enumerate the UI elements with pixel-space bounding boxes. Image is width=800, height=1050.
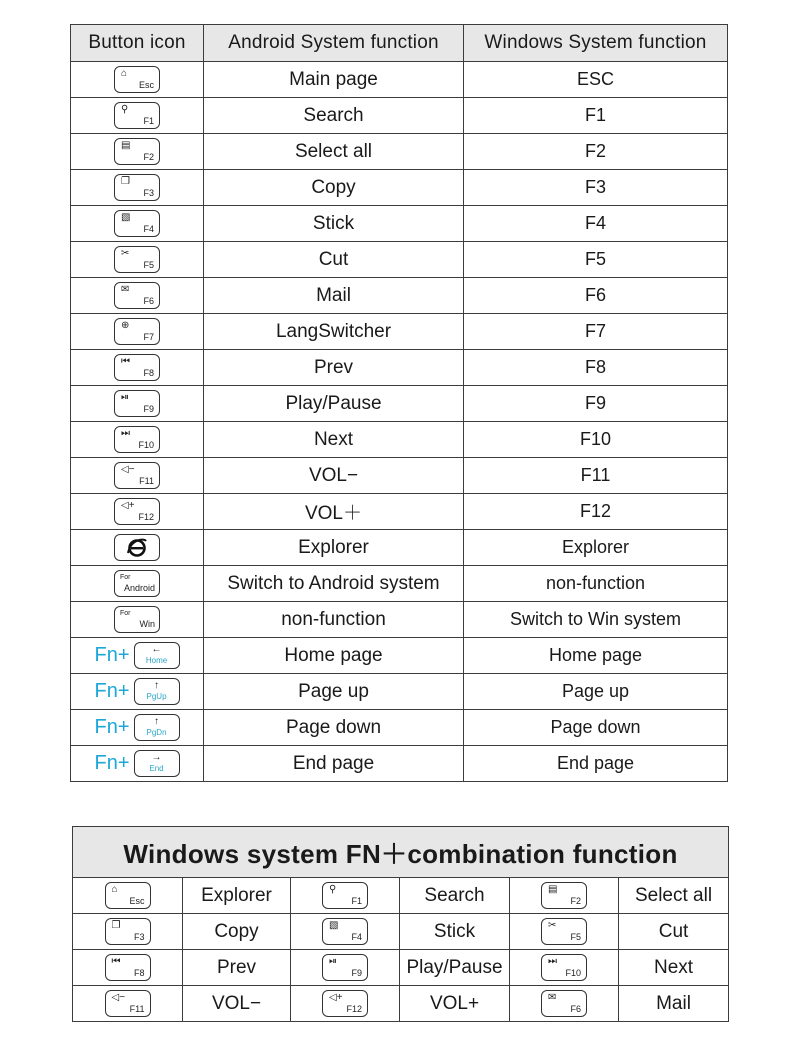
windows-function-cell: non-function [464,566,728,602]
fn-prefix: Fn+ [94,644,130,666]
button-icon-cell [71,386,204,422]
button-icon-cell [71,278,204,314]
key-label: Esc [129,896,145,906]
windows-function-cell: F3 [464,170,728,206]
key-f10 [541,954,587,981]
table-row [71,134,728,170]
button-icon-cell [291,950,400,986]
button-icon-cell [510,914,619,950]
header-windows-function: Windows System function [464,25,728,62]
table-row [71,422,728,458]
home-icon: ⌂ [111,884,118,895]
key-label: F1 [351,896,362,906]
key-f12 [114,498,160,525]
key-label: F4 [143,224,154,234]
android-function-cell: Page up [204,674,464,710]
button-icon-cell [71,422,204,458]
volume-down-icon: ◁− [121,464,135,475]
table-row [71,566,728,602]
key-label: F7 [143,332,154,342]
title-row [73,827,729,878]
table-title: Windows system FN＋combination function [73,827,729,878]
volume-up-icon: ◁+ [329,992,343,1003]
key-f4 [322,918,368,945]
key-label: End [149,764,164,773]
windows-function-cell: ESC [464,62,728,98]
key-f7 [114,318,160,345]
android-function-cell: Search [204,98,464,134]
windows-function-cell: Explorer [464,530,728,566]
android-function-cell: Stick [204,206,464,242]
function-cell: VOL− [183,986,291,1022]
select-all-icon: ▤ [548,884,558,895]
key-f10 [114,426,160,453]
header-row [71,25,728,62]
key-label: F11 [129,1004,145,1014]
key-label: F8 [133,968,145,978]
key-for-label: For [120,610,131,617]
next-track-icon: ⏭ [548,956,557,967]
key-f3 [105,918,151,945]
button-icon-cell [71,638,204,674]
android-function-cell: non-function [204,602,464,638]
button-icon-cell [291,878,400,914]
key-label: F8 [143,368,154,378]
key-f6 [541,990,587,1017]
volume-up-icon: ◁+ [121,500,135,511]
button-icon-cell [291,986,400,1022]
fn-combination [94,642,179,669]
key-label: PgDn [146,728,167,737]
key-label: F10 [565,968,581,978]
function-cell: Explorer [183,878,291,914]
function-cell: Cut [619,914,729,950]
table-row [71,386,728,422]
button-icon-cell [71,134,204,170]
windows-function-cell: F12 [464,494,728,530]
function-cell: Mail [619,986,729,1022]
table-row [71,242,728,278]
paste-icon: ▧ [329,920,339,931]
button-icon-cell [71,98,204,134]
play-pause-icon: ⏯ [329,956,337,967]
button-icon-cell [510,950,619,986]
fn-combination [94,678,179,705]
table-row [73,986,729,1022]
key-label: F3 [133,932,145,942]
android-function-cell: Explorer [204,530,464,566]
key-pgdn [134,714,180,741]
function-cell: Copy [183,914,291,950]
table-row [71,602,728,638]
windows-function-cell: F5 [464,242,728,278]
key-label: Esc [138,80,154,90]
android-function-cell: VOL− [204,458,464,494]
windows-function-cell: F4 [464,206,728,242]
key-f11 [114,462,160,489]
table-row [71,62,728,98]
button-icon-cell [71,458,204,494]
table-row [71,278,728,314]
android-function-cell: Switch to Android system [204,566,464,602]
table-row [71,710,728,746]
search-icon: ⚲ [121,104,129,115]
android-function-cell: Main page [204,62,464,98]
table-row [71,638,728,674]
key-label: F1 [143,116,154,126]
globe-icon: ⊕ [121,320,130,331]
function-cell: Stick [400,914,510,950]
key-home [134,642,180,669]
table-row [71,674,728,710]
function-cell: VOL+ [400,986,510,1022]
windows-function-cell: Page up [464,674,728,710]
function-cell: Search [400,878,510,914]
button-icon-cell [73,878,183,914]
button-icon-cell [291,914,400,950]
table-row [71,98,728,134]
function-cell: Play/Pause [400,950,510,986]
button-icon-cell [71,566,204,602]
key-explorer [114,534,160,561]
key-label: F2 [570,896,581,906]
button-icon-cell [71,602,204,638]
fn-combination [94,714,179,741]
fn-prefix: Fn+ [94,680,130,702]
table-row [71,170,728,206]
key-f3 [114,174,160,201]
key-label: F9 [143,404,154,414]
button-icon-cell [71,674,204,710]
copy-icon: ❐ [121,176,130,187]
arrow-right-icon: → [151,752,162,763]
mail-icon: ✉ [121,284,130,295]
key-f1 [322,882,368,909]
key-f2 [114,138,160,165]
android-function-cell: Home page [204,638,464,674]
button-icon-cell [71,530,204,566]
search-icon: ⚲ [329,884,337,895]
scissors-icon: ✂ [548,920,557,931]
key-label: F10 [138,440,154,450]
android-windows-key-function-table [70,24,728,782]
header-android-function: Android System function [204,25,464,62]
android-function-cell: Select all [204,134,464,170]
key-label: F5 [143,260,154,270]
windows-function-cell: F10 [464,422,728,458]
android-function-cell: End page [204,746,464,782]
windows-function-cell: Switch to Win system [464,602,728,638]
button-icon-cell [510,986,619,1022]
key-for-android-row [114,570,160,597]
table-row [71,494,728,530]
key-for-label: For [120,574,131,581]
header-button-icon: Button icon [71,25,204,62]
windows-function-cell: F2 [464,134,728,170]
previous-track-icon: ⏮ [121,356,130,367]
copy-icon: ❐ [111,920,121,931]
key-label: F3 [143,188,154,198]
scissors-icon: ✂ [121,248,130,259]
key-label: F5 [570,932,581,942]
android-function-cell: Prev [204,350,464,386]
button-icon-cell [510,878,619,914]
key-f9 [322,954,368,981]
key-esc [105,882,151,909]
key-f11 [105,990,151,1017]
key-f9 [114,390,160,417]
windows-function-cell: Home page [464,638,728,674]
table-row [73,950,729,986]
previous-track-icon: ⏮ [111,956,121,967]
windows-function-cell: F8 [464,350,728,386]
windows-function-cell: F9 [464,386,728,422]
android-function-cell: Cut [204,242,464,278]
home-icon: ⌂ [121,68,128,79]
table-row [71,206,728,242]
mail-icon: ✉ [548,992,557,1003]
button-icon-cell [71,170,204,206]
button-icon-cell [71,206,204,242]
fn-prefix: Fn+ [94,752,130,774]
key-end [134,750,180,777]
key-f6 [114,282,160,309]
key-esc [114,66,160,93]
paste-icon: ▧ [121,212,131,223]
key-label: F6 [143,296,154,306]
key-label: Home [145,656,168,665]
windows-function-cell: End page [464,746,728,782]
key-f12 [322,990,368,1017]
play-pause-icon: ⏯ [121,392,129,403]
windows-function-cell: F6 [464,278,728,314]
key-label: PgUp [146,692,167,701]
key-f5 [541,918,587,945]
select-all-icon: ▤ [121,140,131,151]
windows-function-cell: Page down [464,710,728,746]
function-cell: Next [619,950,729,986]
function-cell: Prev [183,950,291,986]
table-row [71,746,728,782]
button-icon-cell [71,746,204,782]
button-icon-cell [71,314,204,350]
arrow-up-icon: ↑ [154,680,160,691]
key-f5 [114,246,160,273]
key-label: F9 [351,968,362,978]
windows-function-cell: F11 [464,458,728,494]
volume-down-icon: ◁− [111,992,126,1003]
internet-explorer-icon [126,537,148,559]
arrow-left-icon: ← [151,644,162,655]
button-icon-cell [73,986,183,1022]
table-row [71,350,728,386]
android-function-cell: Page down [204,710,464,746]
key-f8 [114,354,160,381]
table-row [71,314,728,350]
key-f4 [114,210,160,237]
button-icon-cell [73,950,183,986]
fn-combination [94,750,179,777]
arrow-up-icon: ↑ [154,716,160,727]
button-icon-cell [71,710,204,746]
key-label: F12 [138,512,154,522]
button-icon-cell [71,494,204,530]
android-function-cell: Copy [204,170,464,206]
key-label: F6 [570,1004,581,1014]
key-system-label: Win [139,619,155,629]
fn-prefix: Fn+ [94,716,130,738]
button-icon-cell [71,62,204,98]
key-label: F4 [351,932,362,942]
table-row [73,914,729,950]
key-label: F11 [139,476,154,486]
table-row [73,878,729,914]
function-cell: Select all [619,878,729,914]
key-pgup [134,678,180,705]
button-icon-cell [73,914,183,950]
key-label: F2 [143,152,154,162]
button-icon-cell [71,350,204,386]
windows-function-cell: F7 [464,314,728,350]
windows-fn-combination-table [72,826,729,1022]
key-label: F12 [346,1004,362,1014]
android-function-cell: LangSwitcher [204,314,464,350]
android-function-cell: Next [204,422,464,458]
android-function-cell: Play/Pause [204,386,464,422]
button-icon-cell [71,242,204,278]
key-f2 [541,882,587,909]
table-row [71,530,728,566]
key-system-label: Android [123,583,155,593]
key-f1 [114,102,160,129]
table-row [71,458,728,494]
key-for-win-row [114,606,160,633]
android-function-cell: VOL＋ [204,494,464,530]
key-f8 [105,954,151,981]
windows-function-cell: F1 [464,98,728,134]
next-track-icon: ⏭ [121,428,130,439]
android-function-cell: Mail [204,278,464,314]
